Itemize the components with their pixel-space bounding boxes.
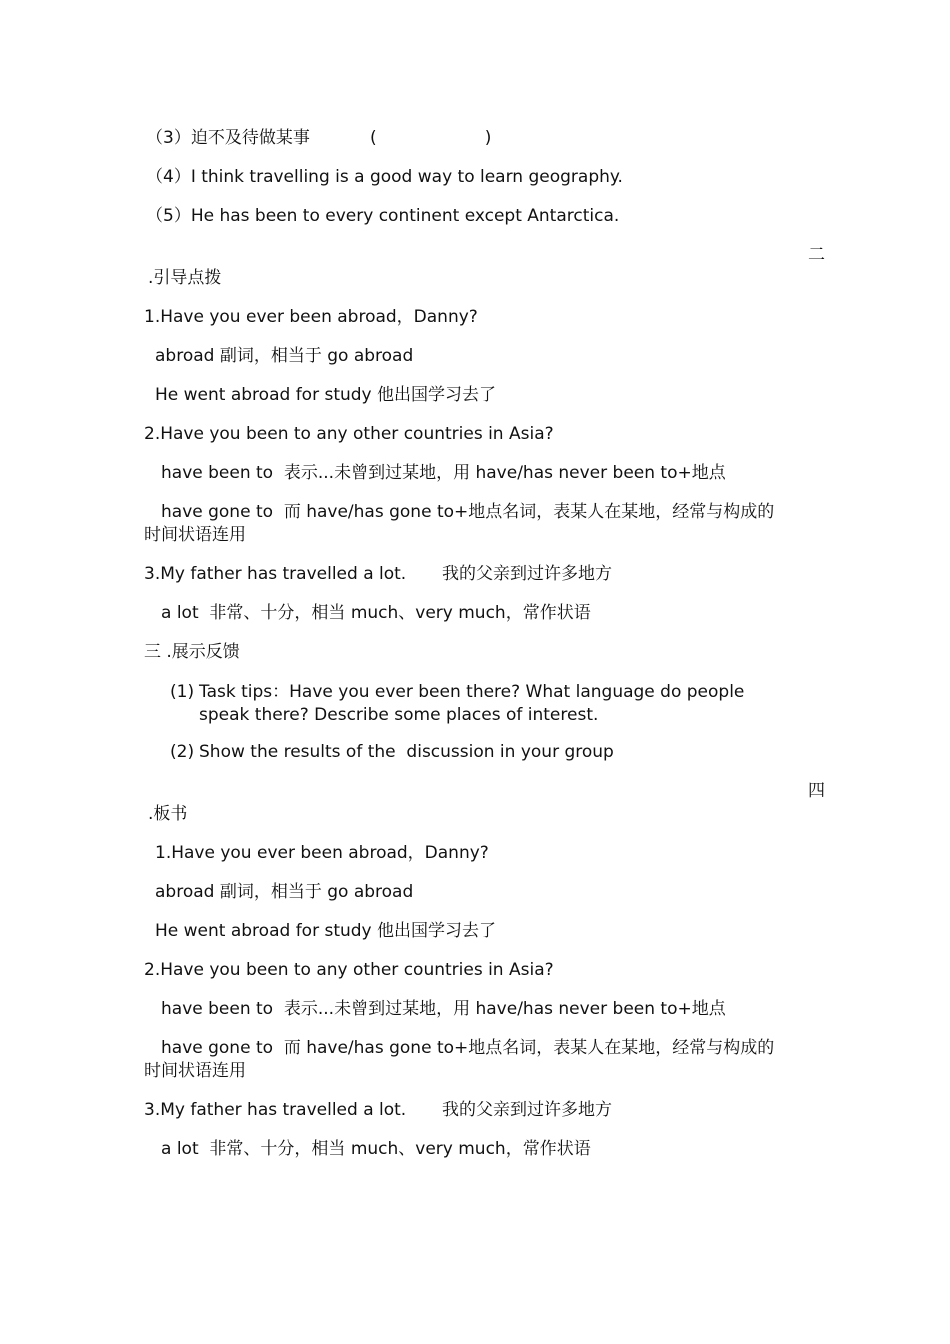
task-1-line-1: Task tips：Have you ever been there? What language do people: [199, 682, 745, 702]
section-three-heading: 三 .展示反馈: [144, 642, 240, 662]
board-point-3: 3.My father has travelled a lot.: [144, 1100, 407, 1120]
board-point-1-note: abroad 副词，相当于 go abroad: [155, 882, 414, 902]
task-2: Show the results of the discussion in your group: [199, 742, 614, 762]
section-two-heading: .引导点拨: [148, 268, 222, 288]
section-two-marker: 二: [808, 245, 825, 265]
point-1: 1.Have you ever been abroad，Danny?: [144, 307, 478, 327]
item-4: （4）I think travelling is a good way to learn geography.: [146, 167, 623, 187]
board-point-1-example: He went abroad for study 他出国学习去了: [155, 921, 497, 941]
point-3-translation: 我的父亲到过许多地方: [442, 564, 612, 584]
board-point-1: 1.Have you ever been abroad，Danny?: [155, 843, 489, 863]
section-four-heading: .板书: [148, 804, 188, 824]
task-1-line-2: speak there? Describe some places of interest.: [199, 705, 599, 725]
item-3-label: （3）迫不及待做某事: [146, 128, 310, 148]
point-1-example: He went abroad for study 他出国学习去了: [155, 385, 497, 405]
task-2-number: (2): [170, 742, 195, 762]
board-point-3-translation: 我的父亲到过许多地方: [442, 1100, 612, 1120]
section-four-marker: 四: [808, 781, 825, 801]
board-point-2: 2.Have you been to any other countries in Asia?: [144, 960, 554, 980]
point-2: 2.Have you been to any other countries in Asia?: [144, 424, 554, 444]
board-point-2-note-2: have gone to 而 have/has gone to+地点名词，表某人在某地，经常与构成的: [161, 1038, 775, 1058]
point-2-note-2: have gone to 而 have/has gone to+地点名词，表某人在某地，经常与构成的: [161, 502, 775, 522]
board-point-2-note-1: have been to 表示...未曾到过某地，用 have/has never been to+地点: [161, 999, 726, 1019]
point-1-note: abroad 副词，相当于 go abroad: [155, 346, 414, 366]
task-1-number: (1): [170, 682, 195, 702]
point-3: 3.My father has travelled a lot.: [144, 564, 407, 584]
item-3-blank: ( ): [370, 128, 492, 148]
board-point-2-note-2-cont: 时间状语连用: [144, 1061, 246, 1081]
board-point-3-note: a lot 非常、十分，相当 much、very much，常作状语: [161, 1139, 591, 1159]
item-5: （5）He has been to every continent except Antarctica.: [146, 206, 620, 226]
point-2-note-2-cont: 时间状语连用: [144, 525, 246, 545]
point-2-note-1: have been to 表示...未曾到过某地，用 have/has never been to+地点: [161, 463, 726, 483]
point-3-note: a lot 非常、十分，相当 much、very much，常作状语: [161, 603, 591, 623]
